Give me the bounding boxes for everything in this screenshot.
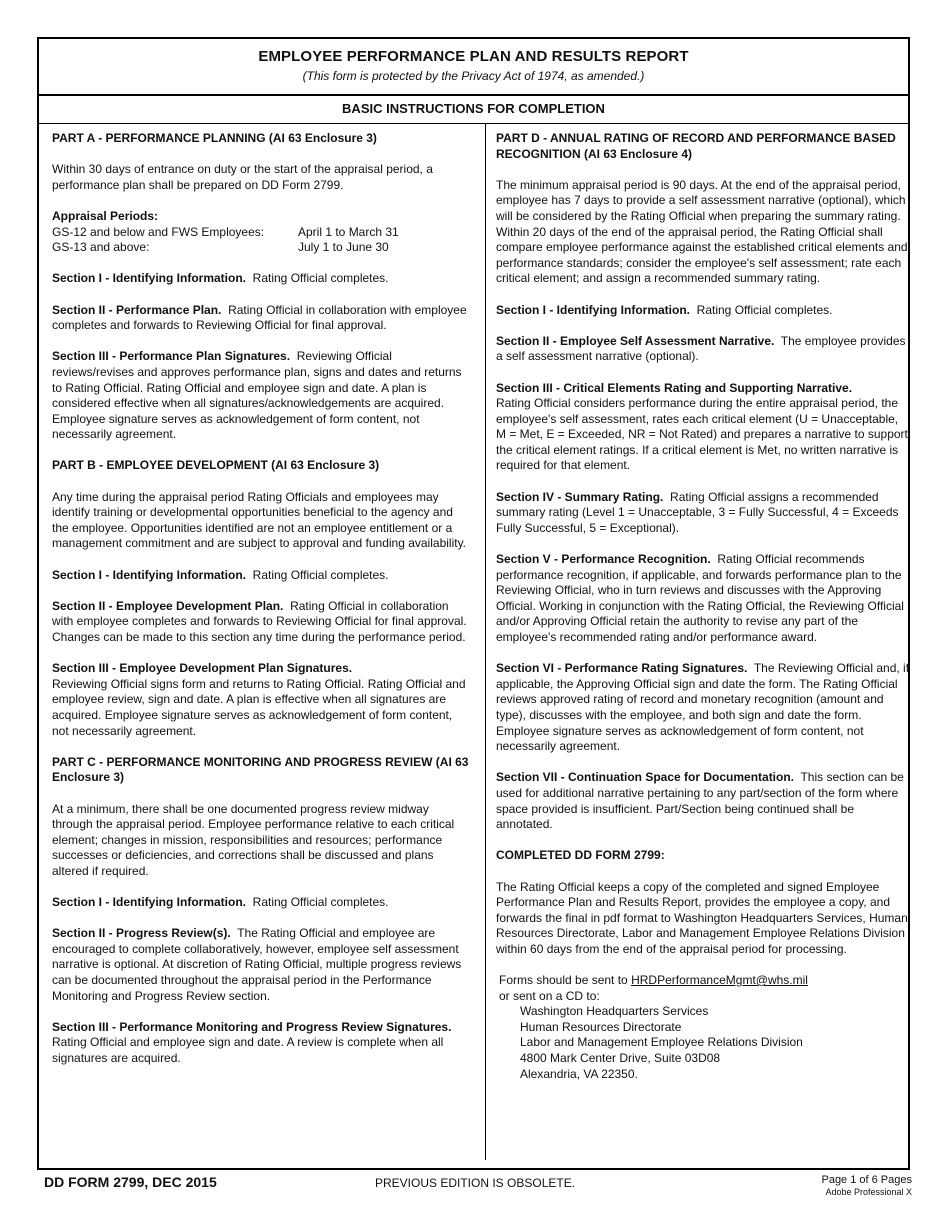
privacy-notice: (This form is protected by the Privacy Act of 1974, as amended.) xyxy=(302,69,645,83)
address-line: Alexandria, VA 22350. xyxy=(520,1066,638,1081)
part-d-section-7: Section VII - Continuation Space for Documentation. This section can be used for additional narrative pertaining to any part/section of the form where space provided is insufficient. Part/Section being continued shall be annotated. xyxy=(496,770,904,832)
part-a-section-1: Section I - Identifying Information. Rating Official completes. xyxy=(52,271,389,286)
column-divider xyxy=(485,123,486,1160)
obsolete-notice: PREVIOUS EDITION IS OBSOLETE. xyxy=(375,1176,576,1190)
address-line: Washington Headquarters Services xyxy=(520,1004,709,1019)
part-a-intro: Within 30 days of entrance on duty or the start of the appraisal period, a performance plan shall be prepared on DD Form 2799. xyxy=(52,162,433,192)
part-a-section-3: Section III - Performance Plan Signatures. Reviewing Official reviews/revises and approves performance plan, signs and dates and returns to Rating Official. Rating Official and employee sign and date. A plan is considered effective when all signatures/acknowledgements are acquired. Employee signature serves as acknowledgement of form content, not necessarily agreement. xyxy=(52,349,462,442)
part-d-section-6: Section VI - Performance Rating Signatures. The Reviewing Official and, if applicable, the Approving Official sign and date the form. The Rating Official reviews approved rating of record and monetary recognition (amount and type), discusses with the employee, and both sign and date the form. Employee signature serves as acknowledgement of form content, not necessarily agreement. xyxy=(496,661,910,754)
appraisal-periods xyxy=(52,209,472,256)
part-d-section-2: Section II - Employee Self Assessment Narrative. The employee provides a self assessment narrative (optional). xyxy=(496,333,906,364)
part-d-intro: The minimum appraisal period is 90 days. At the end of the appraisal period, employee has 7 days to provide a self assessment narrative (optional), which will be considered by the Rating Official when preparing the summary rating. Within 20 days of the end of the appraisal period, the Rating Official shall compare employee performance against the established critical elements and performance standards; consider the employee's self assessment; rate each critical element; and assign a recommended summary rating. xyxy=(496,177,908,286)
email-link[interactable]: HRDPerformanceMgmt@whs.mil xyxy=(631,973,808,988)
period-value: April 1 to March 31 xyxy=(298,224,399,239)
cd-line: or sent on a CD to: xyxy=(499,988,600,1003)
send-line: Forms should be sent to HRDPerformanceMgmt@whs.mil xyxy=(499,973,808,988)
part-c-section-3: Section III - Performance Monitoring and Progress Review Signatures. Rating Official and employee sign and date. A review is complete when all signatures are acquired. xyxy=(52,1019,452,1066)
appraisal-periods-heading: Appraisal Periods: xyxy=(52,208,159,223)
completed-text: The Rating Official keeps a copy of the completed and signed Employee Performance Plan and Results Report, provides the employee a copy, and forwards the final in pdf format to Washington Headquarters Services, Human Resources Directorate, Labor and Management Employee Relations Division within 60 days from the end of the appraisal period for processing. xyxy=(496,879,908,956)
part-d-heading: PART D - ANNUAL RATING OF RECORD AND PERFORMANCE BASED RECOGNITION (AI 63 Enclosure 4) xyxy=(496,131,896,161)
part-b-section-1: Section I - Identifying Information. Rating Official completes. xyxy=(52,567,389,582)
address-line: Labor and Management Employee Relations Division xyxy=(520,1035,803,1050)
part-b-section-2: Section II - Employee Development Plan. Rating Official in collaboration with employee completes and forwards to Reviewing Official for final approval. Changes can be made to this section any time during the performance period. xyxy=(52,598,467,644)
form-title-block xyxy=(39,39,908,96)
right-column xyxy=(496,131,911,1082)
part-a-section-2: Section II - Performance Plan. Rating Official in collaboration with employee completes and forwards to Reviewing Official for final approval. xyxy=(52,302,467,333)
appraisal-period-row xyxy=(52,225,472,241)
form-frame xyxy=(37,37,910,1170)
part-d-section-4: Section IV - Summary Rating. Rating Official assigns a recommended summary rating (Level 1 = Unacceptable, 3 = Fully Successful, 4 = Exceeds Fully Successful, 5 = Exceptional). xyxy=(496,489,899,535)
part-c-section-2: Section II - Progress Review(s). The Rating Official and employee are encouraged to complete collaboratively, however, employee self assessment narrative is optional. At discretion of Rating Official, multiple progress reviews can be documented throughout the appraisal period in the Performance Monitoring and Progress Review section. xyxy=(52,926,462,1003)
address-line: 4800 Mark Center Drive, Suite 03D08 xyxy=(520,1051,721,1066)
part-c-section-1: Section I - Identifying Information. Rating Official completes. xyxy=(52,895,389,910)
form-id: DD FORM 2799, DEC 2015 xyxy=(44,1174,217,1190)
submission-address xyxy=(499,973,911,1082)
part-c-intro: At a minimum, there shall be one documented progress review midway through the appraisal period. Employee performance relative to each critical element; changes in mission, responsibilities and resources; performance successes or deficiencies, and corrections shall be discussed and plans altered if required. xyxy=(52,801,455,878)
part-d-section-5: Section V - Performance Recognition. Rating Official recommends performance recognition, if applicable, and forwards performance plan to the Reviewing Official, who in turn reviews and discusses with the Approving Official. Working in conjunction with the Rating Official, the Reviewing Official and/or Approving Official retain the authority to revise any part of the employee's recommended rating and/or performance award. xyxy=(496,552,904,644)
page-info xyxy=(821,1174,912,1198)
part-a-heading: PART A - PERFORMANCE PLANNING (AI 63 Enclosure 3) xyxy=(52,131,377,145)
period-label: GS-12 and below and FWS Employees: xyxy=(52,224,265,239)
instructions-header: BASIC INSTRUCTIONS FOR COMPLETION xyxy=(39,94,908,124)
part-b-heading: PART B - EMPLOYEE DEVELOPMENT (AI 63 Enclosure 3) xyxy=(52,458,380,473)
period-label: GS-13 and above: xyxy=(52,240,150,255)
appraisal-period-row xyxy=(52,240,472,256)
part-b-section-3: Section III - Employee Development Plan Signatures. Reviewing Official signs form and returns to Rating Official. Rating Official and employee review, sign and date. A plan is effective when all signatures are acquired. Employee signature serves as acknowledgement of form content, not necessarily agreement. xyxy=(52,661,466,738)
page-number: Page 1 of 6 Pages xyxy=(821,1174,912,1186)
part-d-section-1: Section I - Identifying Information. Rating Official completes. xyxy=(496,302,833,317)
left-column xyxy=(52,131,472,1082)
part-d-section-3: Section III - Critical Elements Rating and Supporting Narrative. Rating Official considers performance during the entire appraisal period, the employee's self assessment, rates each critical element (U = Unacceptable, M = Met, E = Exceeded, NR = Not Rated) and prepares a narrative to support the critical element ratings. If a critical element is Met, no written narrative is required for that element. xyxy=(496,380,908,473)
period-value: July 1 to June 30 xyxy=(298,240,389,255)
form-title: EMPLOYEE PERFORMANCE PLAN AND RESULTS REPORT xyxy=(258,48,689,65)
software-note: Adobe Professional X xyxy=(825,1187,912,1197)
completed-heading: COMPLETED DD FORM 2799: xyxy=(496,848,665,863)
address-line: Human Resources Directorate xyxy=(520,1019,682,1034)
part-b-intro: Any time during the appraisal period Rating Officials and employees may identify training or developmental opportunities beneficial to the agency and the employee. Opportunities identified are not an employee entitlement or a management commitment and are subject to approval and funding availability. xyxy=(52,489,467,551)
part-c-heading: PART C - PERFORMANCE MONITORING AND PROGRESS REVIEW (AI 63 Enclosure 3) xyxy=(52,754,469,785)
